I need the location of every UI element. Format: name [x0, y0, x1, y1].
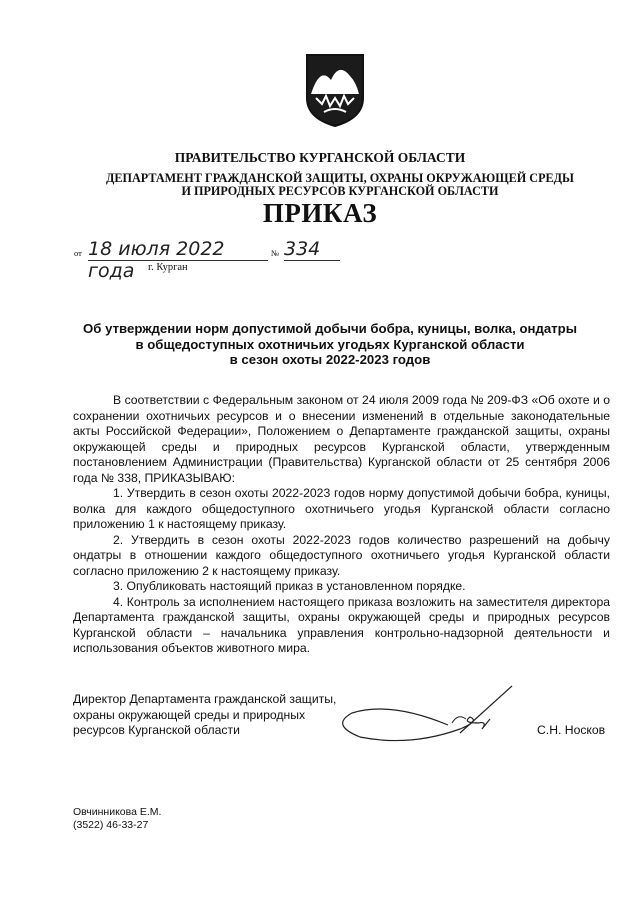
document-subject	[60, 321, 600, 368]
number-handwritten: 334	[284, 238, 321, 260]
order-item-2: 2. Утвердить в сезон охоты 2022-2023 годов количество разрешений на добычу ондатры в отношении каждого общедоступного охотничьего угодья Курганской области согласно приложению 2 к настоящему приказу.	[73, 532, 610, 578]
date-handwritten: 18 июля 2022 года	[88, 238, 225, 282]
handwritten-signature	[330, 683, 520, 753]
order-item-4: 4. Контроль за исполнением настоящего приказа возложить на заместителя директора Департамента гражданской защиты, охраны окружающей среды и природных ресурсов Курганской области – начальника управления контрольно-надзорной деятельности и использования объектов животного мира.	[73, 594, 610, 655]
executor-info	[73, 806, 161, 832]
document-body	[73, 393, 610, 657]
government-name: ПРАВИТЕЛЬСТВО КУРГАНСКОЙ ОБЛАСТИ	[174, 150, 466, 165]
document-type: ПРИКАЗ	[262, 198, 378, 228]
executor-name: Овчинникова Е.М.	[73, 806, 162, 818]
date-prefix: от	[74, 248, 82, 258]
signatory-position	[73, 692, 336, 739]
coat-of-arms-emblem	[304, 52, 366, 128]
executor-phone: (3522) 46-33-27	[73, 819, 149, 831]
signatory-name: С.Н. Носков	[537, 723, 606, 737]
position-line-3: ресурсов Курганской области	[73, 723, 240, 737]
order-item-1: 1. Утвердить в сезон охоты 2022-2023 годов норму допустимой добычи бобра, куницы, волка для каждого общедоступного охотничьего угодья Курганской области согласно приложению 1 к настоящему приказу.	[73, 486, 610, 531]
subject-line-2: в общедоступных охотничьих угодьях Курганской области	[135, 336, 525, 352]
position-line-2: охраны окружающей среды и природных	[73, 707, 306, 722]
order-item-3: 3. Опубликовать настоящий приказ в установленном порядке.	[113, 579, 466, 593]
subject-line-1: Об утверждении норм допустимой добычи бобра, куницы, волка, ондатры	[83, 321, 577, 336]
number-field	[284, 238, 340, 261]
number-label: №	[271, 248, 280, 258]
position-line-1: Директор Департамента гражданской защиты,	[73, 692, 337, 706]
department-name: ДЕПАРТАМЕНТ ГРАЖДАНСКОЙ ЗАЩИТЫ, ОХРАНЫ ОКРУЖАЮЩЕЙ СРЕДЫ И ПРИРОДНЫХ РЕСУРСОВ КУРГАНСКОЙ ОБЛАСТИ	[105, 171, 575, 198]
city: г. Курган	[148, 262, 188, 273]
preamble: В соответствии с Федеральным законом от 24 июля 2009 года № 209-ФЗ «Об охоте и о сохранении охотничьих ресурсов и о внесении изменений в отдельные законодательные акты Российской Федерации», Положением о Департаменте гражданской защиты, охраны окружающей среды и природных ресурсов Курганской области, утвержденным постановлением Администрации (Правительства) Курганской области от 25 сентября 2006 года № 338, ПРИКАЗЫВАЮ:	[73, 393, 610, 485]
subject-line-3: в сезон охоты 2022-2023 годов	[229, 352, 431, 367]
